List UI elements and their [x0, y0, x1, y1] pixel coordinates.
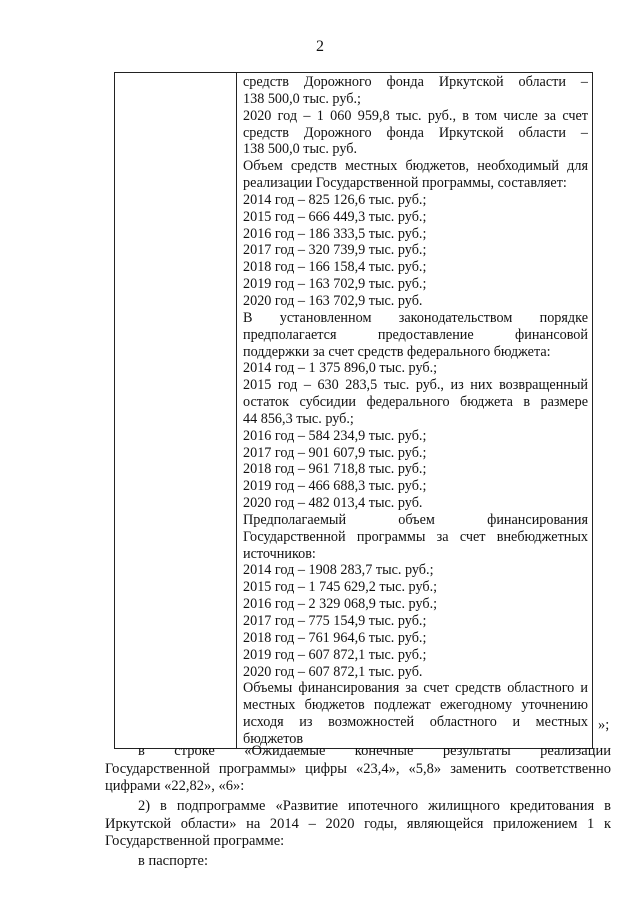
table-row — [115, 73, 593, 749]
table-text-line: 2019 год – 607 872,1 тыс. руб.; — [243, 646, 427, 663]
table-text-line: бюджетов — [243, 730, 304, 747]
table-text-line: 2016 год – 2 329 068,9 тыс. руб.; — [243, 596, 438, 613]
paragraph-line: 2) в подпрограмме «Развитие ипотечного жилищного кредитования в — [138, 798, 611, 814]
table-text-line: 2019 год – 466 688,3 тыс. руб.; — [243, 478, 427, 495]
table-text-line: 2020 год – 1 060 959,8 тыс. руб., в том числе за счет — [243, 107, 588, 124]
table-text-line: 2019 год – 163 702,9 тыс. руб.; — [243, 276, 427, 293]
table-text-line: 2018 год – 166 158,4 тыс. руб.; — [243, 259, 427, 276]
table-text-line: 2017 год – 901 607,9 тыс. руб.; — [243, 444, 427, 461]
table-text-line: местных бюджетов подлежат ежегодному уточнению — [243, 697, 588, 714]
table-text-line: 2014 год – 1 375 896,0 тыс. руб.; — [243, 360, 438, 377]
table-text-line: 2014 год – 1908 283,7 тыс. руб.; — [243, 562, 434, 579]
table-text-line: 2015 год – 666 449,3 тыс. руб.; — [243, 208, 427, 225]
table-text-line: Государственной программы за счет внебюджетных — [243, 528, 588, 545]
table-text-line: 2016 год – 584 234,9 тыс. руб.; — [243, 427, 427, 444]
table-cell-left — [115, 73, 237, 749]
paragraph-expected-results — [105, 743, 611, 796]
table-text-line: 138 500,0 тыс. руб. — [243, 141, 357, 158]
table-text-line: реализации Государственной программы, составляет: — [243, 175, 567, 192]
paragraph-line: в паспорте: — [138, 853, 208, 869]
page-number: 2 — [316, 38, 324, 55]
table-cell-right — [237, 73, 593, 749]
passport-table — [114, 72, 593, 749]
table-text-line: исходя из возможностей областного и местных — [243, 714, 588, 731]
table-text-line: В установленном законодательством порядке — [243, 309, 588, 326]
paragraph-mortgage-subprogram — [105, 798, 611, 851]
table-text-line: Объемы финансирования за счет средств областного и — [243, 680, 588, 697]
table-text-line: средств Дорожного фонда Иркутской области – — [243, 124, 588, 141]
table-closing-quote: »; — [598, 717, 610, 733]
table-text-line: 2018 год – 761 964,6 тыс. руб.; — [243, 629, 427, 646]
paragraph-line: Иркутской области» на 2014 – 2020 годы, являющейся приложением 1 к — [105, 815, 611, 832]
table-text-line: поддержки за счет средств федерального бюджета: — [243, 343, 551, 360]
table-text-line: 2018 год – 961 718,8 тыс. руб.; — [243, 461, 427, 478]
table-text-line: 2017 год – 775 154,9 тыс. руб.; — [243, 613, 427, 629]
table-text-line: Объем средств местных бюджетов, необходимый для — [243, 158, 588, 175]
table-text-line: предполагается предоставление финансовой — [243, 326, 588, 343]
table-text-line: остаток субсидии федерального бюджета в размере — [243, 394, 588, 411]
table-text-line: 2020 год – 607 872,1 тыс. руб. — [243, 663, 423, 680]
paragraph-passport — [105, 853, 611, 871]
table-text-line: 2015 год – 630 283,5 тыс. руб., из них возвращенный — [243, 377, 588, 394]
paragraph-line: в строке «Ожидаемые конечные результаты реализации — [138, 743, 611, 759]
table-text-line: 2016 год – 186 333,5 тыс. руб.; — [243, 225, 427, 242]
paragraph-line: цифрами «22,82», «6»: — [105, 778, 245, 794]
table-text-line: средств Дорожного фонда Иркутской области – — [243, 74, 588, 90]
table-text-line: 2017 год – 320 739,9 тыс. руб.; — [243, 242, 427, 259]
table-text-line: 138 500,0 тыс. руб.; — [243, 90, 361, 107]
table-text-line: 2014 год – 825 126,6 тыс. руб.; — [243, 191, 427, 208]
table-text-line: 2015 год – 1 745 629,2 тыс. руб.; — [243, 579, 438, 596]
paragraph-line: Государственной программы» цифры «23,4», «5,8» заменить соответственно — [105, 760, 611, 777]
table-text-line: 2020 год – 163 702,9 тыс. руб. — [243, 292, 423, 309]
paragraph-line: Государственной программе: — [105, 833, 285, 849]
table-text-line: 44 856,3 тыс. руб.; — [243, 410, 354, 427]
table-text-line: Предполагаемый объем финансирования — [243, 511, 588, 528]
table-text-line: источников: — [243, 545, 316, 562]
table-text-line: 2020 год – 482 013,4 тыс. руб. — [243, 495, 423, 512]
